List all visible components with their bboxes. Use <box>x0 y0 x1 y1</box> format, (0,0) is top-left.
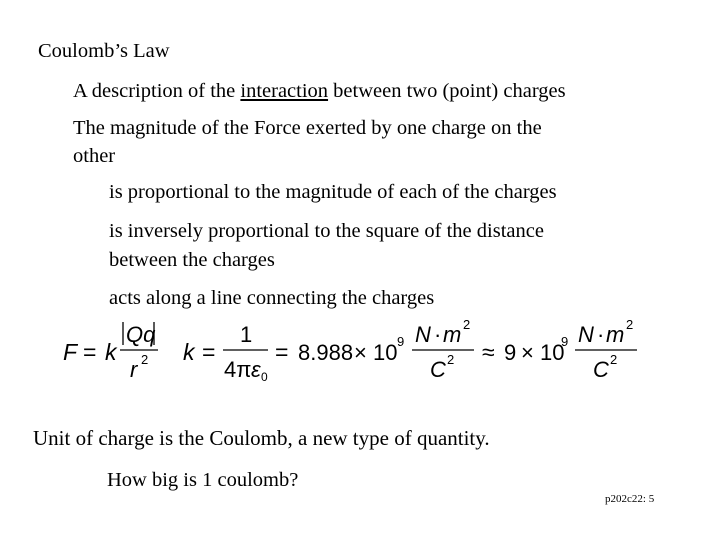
proportional-bullet: is proportional to the magnitude of each of the charges <box>109 181 557 203</box>
eq-epsilon: ε <box>251 357 261 382</box>
eq-C-1: C <box>430 357 446 382</box>
slide-title: Coulomb’s Law <box>38 40 170 62</box>
coulomb-equation <box>0 310 720 390</box>
eq-equals-3: = <box>275 339 289 365</box>
eq-approx: ≈ <box>482 339 495 365</box>
eq-r: r <box>130 357 138 382</box>
eq-C-exp-1: 2 <box>447 352 455 367</box>
eq-nine: 9 <box>504 340 517 365</box>
description-text-start: A description of the <box>73 80 241 102</box>
question-line: How big is 1 coulomb? <box>107 469 299 491</box>
eq-k-2: k <box>183 339 195 365</box>
eq-one: 1 <box>240 322 253 347</box>
eq-r-exp: 2 <box>141 352 149 367</box>
eq-dot-2: · <box>597 322 605 347</box>
eq-m-1: m <box>443 322 462 347</box>
force-magnitude-line: The magnitude of the Force exerted by one charge on the <box>73 117 542 139</box>
eq-m-exp-2: 2 <box>626 317 634 332</box>
description-line <box>73 78 566 104</box>
eq-m-exp-1: 2 <box>463 317 471 332</box>
interaction-underlined: interaction <box>240 80 329 102</box>
eq-Qq: Qq <box>126 322 156 347</box>
line-of-action-bullet: acts along a line connecting the charges <box>109 287 435 309</box>
eq-exponent-1: 9 <box>397 334 405 349</box>
force-magnitude-line-cont: other <box>73 145 116 167</box>
eq-four-pi: 4π <box>224 357 252 382</box>
eq-coefficient: 8.988 <box>298 340 354 365</box>
eq-dot-1: · <box>434 322 442 347</box>
eq-C-2: C <box>593 357 609 382</box>
eq-m-2: m <box>606 322 625 347</box>
inverse-square-bullet-cont: between the charges <box>109 249 275 271</box>
eq-N-2: N <box>578 322 594 347</box>
eq-times-ten-2: × 10 <box>521 340 565 365</box>
description-text-end: between two (point) charges <box>328 80 566 102</box>
eq-C-exp-2: 2 <box>610 352 618 367</box>
inverse-square-bullet: is inversely proportional to the square of the distance <box>109 220 544 242</box>
eq-F: F <box>63 339 78 365</box>
eq-times-ten-1: × 10 <box>354 340 398 365</box>
eq-k-1: k <box>105 339 117 365</box>
eq-N-1: N <box>415 322 431 347</box>
eq-epsilon-sub: 0 <box>261 370 268 384</box>
slide-footer: p202c22: 5 <box>605 493 655 505</box>
unit-of-charge-line: Unit of charge is the Coulomb, a new type of quantity. <box>33 426 490 450</box>
eq-exponent-2: 9 <box>561 334 569 349</box>
eq-equals-1: = <box>83 339 97 365</box>
eq-equals-2: = <box>202 339 216 365</box>
